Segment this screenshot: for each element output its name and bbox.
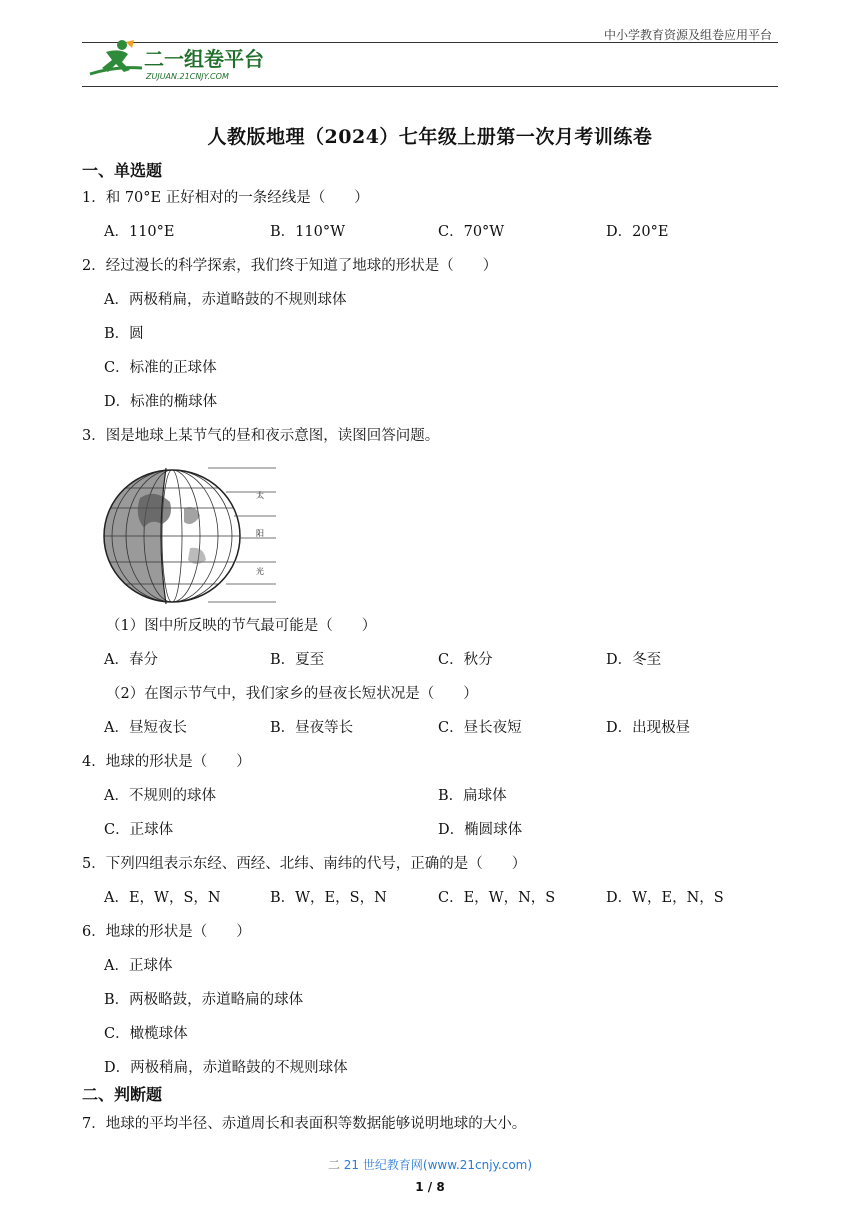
- q3-1-option-c: C．秋分: [438, 652, 493, 668]
- q5-option-d: D．W，E，N，S: [606, 890, 724, 906]
- q2-option-d: D．标准的椭球体: [104, 394, 218, 410]
- q4-option-d: D．椭圆球体: [438, 822, 523, 838]
- figure-label-2: 阳: [256, 529, 264, 538]
- section-heading-judgement: 二、判断题: [82, 1085, 163, 1104]
- page-number: 1 / 8: [415, 1180, 445, 1194]
- q5-option-b: B．W，E，S，N: [270, 890, 387, 906]
- footer-site: [0, 1156, 860, 1173]
- q2-option-b: B．圆: [104, 326, 144, 342]
- footer-prefix: 二: [327, 1158, 340, 1172]
- footer-link[interactable]: 21 世纪教育网(www.21cnjy.com): [343, 1158, 533, 1172]
- q3-1-option-b: B．夏至: [270, 652, 325, 668]
- figure-label-3: 光: [256, 567, 264, 576]
- section-heading-single-choice: 一、单选题: [82, 161, 163, 180]
- q3-1-option-a: A．春分: [104, 652, 158, 668]
- question-4: 4．地球的形状是（ ）: [82, 754, 251, 770]
- q4-option-c: C．正球体: [104, 822, 174, 838]
- question-3-sub-1: （1）图中所反映的节气最可能是（ ）: [106, 618, 377, 634]
- q2-option-a: A．两极稍扁，赤道略鼓的不规则球体: [104, 292, 347, 308]
- q6-option-d: D．两极稍扁，赤道略鼓的不规则球体: [104, 1060, 348, 1076]
- logo: [86, 38, 276, 84]
- q3-2-option-d: D．出现极昼: [606, 720, 691, 736]
- svg-text:ZUJUAN.21CNJY.COM: ZUJUAN.21CNJY.COM: [146, 72, 229, 81]
- question-3: 3．图是地球上某节气的昼和夜示意图，读图回答问题。: [82, 428, 440, 444]
- platform-name: 中小学教育资源及组卷应用平台: [603, 28, 772, 42]
- q6-option-c: C．橄榄球体: [104, 1026, 188, 1042]
- q3-2-option-a: A．昼短夜长: [104, 720, 187, 736]
- q2-option-c: C．标准的正球体: [104, 360, 217, 376]
- question-7: 7．地球的平均半径、赤道周长和表面积等数据能够说明地球的大小。: [82, 1116, 527, 1132]
- q5-option-a: A．E，W，S，N: [104, 890, 221, 906]
- q3-1-option-d: D．冬至: [606, 652, 662, 668]
- q3-2-option-c: C．昼长夜短: [438, 720, 522, 736]
- svg-text:二一组卷平台: 二一组卷平台: [144, 47, 264, 71]
- question-1: 1．和 70°E 正好相对的一条经线是（ ）: [82, 190, 369, 206]
- question-2: 2．经过漫长的科学探索，我们终于知道了地球的形状是（ ）: [82, 258, 498, 274]
- q4-option-a: A．不规则的球体: [104, 788, 216, 804]
- figure-label-1: 太: [256, 491, 264, 500]
- q1-option-d: D．20°E: [606, 224, 669, 240]
- q6-option-b: B．两极略鼓，赤道略扁的球体: [104, 992, 304, 1008]
- q3-2-option-b: B．昼夜等长: [270, 720, 354, 736]
- day-night-globe-figure: [100, 458, 278, 606]
- q1-option-c: C．70°W: [438, 224, 505, 240]
- q1-option-b: B．110°W: [270, 224, 345, 240]
- header-rule-bottom: [82, 86, 778, 87]
- page-title: 人教版地理（2024）七年级上册第一次月考训练卷: [207, 126, 653, 148]
- question-6: 6．地球的形状是（ ）: [82, 924, 251, 940]
- q4-option-b: B．扁球体: [438, 788, 507, 804]
- question-5: 5．下列四组表示东经、西经、北纬、南纬的代号，正确的是（ ）: [82, 856, 527, 872]
- logo-runner-icon: [86, 38, 276, 84]
- q5-option-c: C．E，W，N，S: [438, 890, 556, 906]
- q1-option-a: A．110°E: [104, 224, 175, 240]
- question-3-sub-2: （2）在图示节气中，我们家乡的昼夜长短状况是（ ）: [106, 686, 478, 702]
- q6-option-a: A．正球体: [104, 958, 173, 974]
